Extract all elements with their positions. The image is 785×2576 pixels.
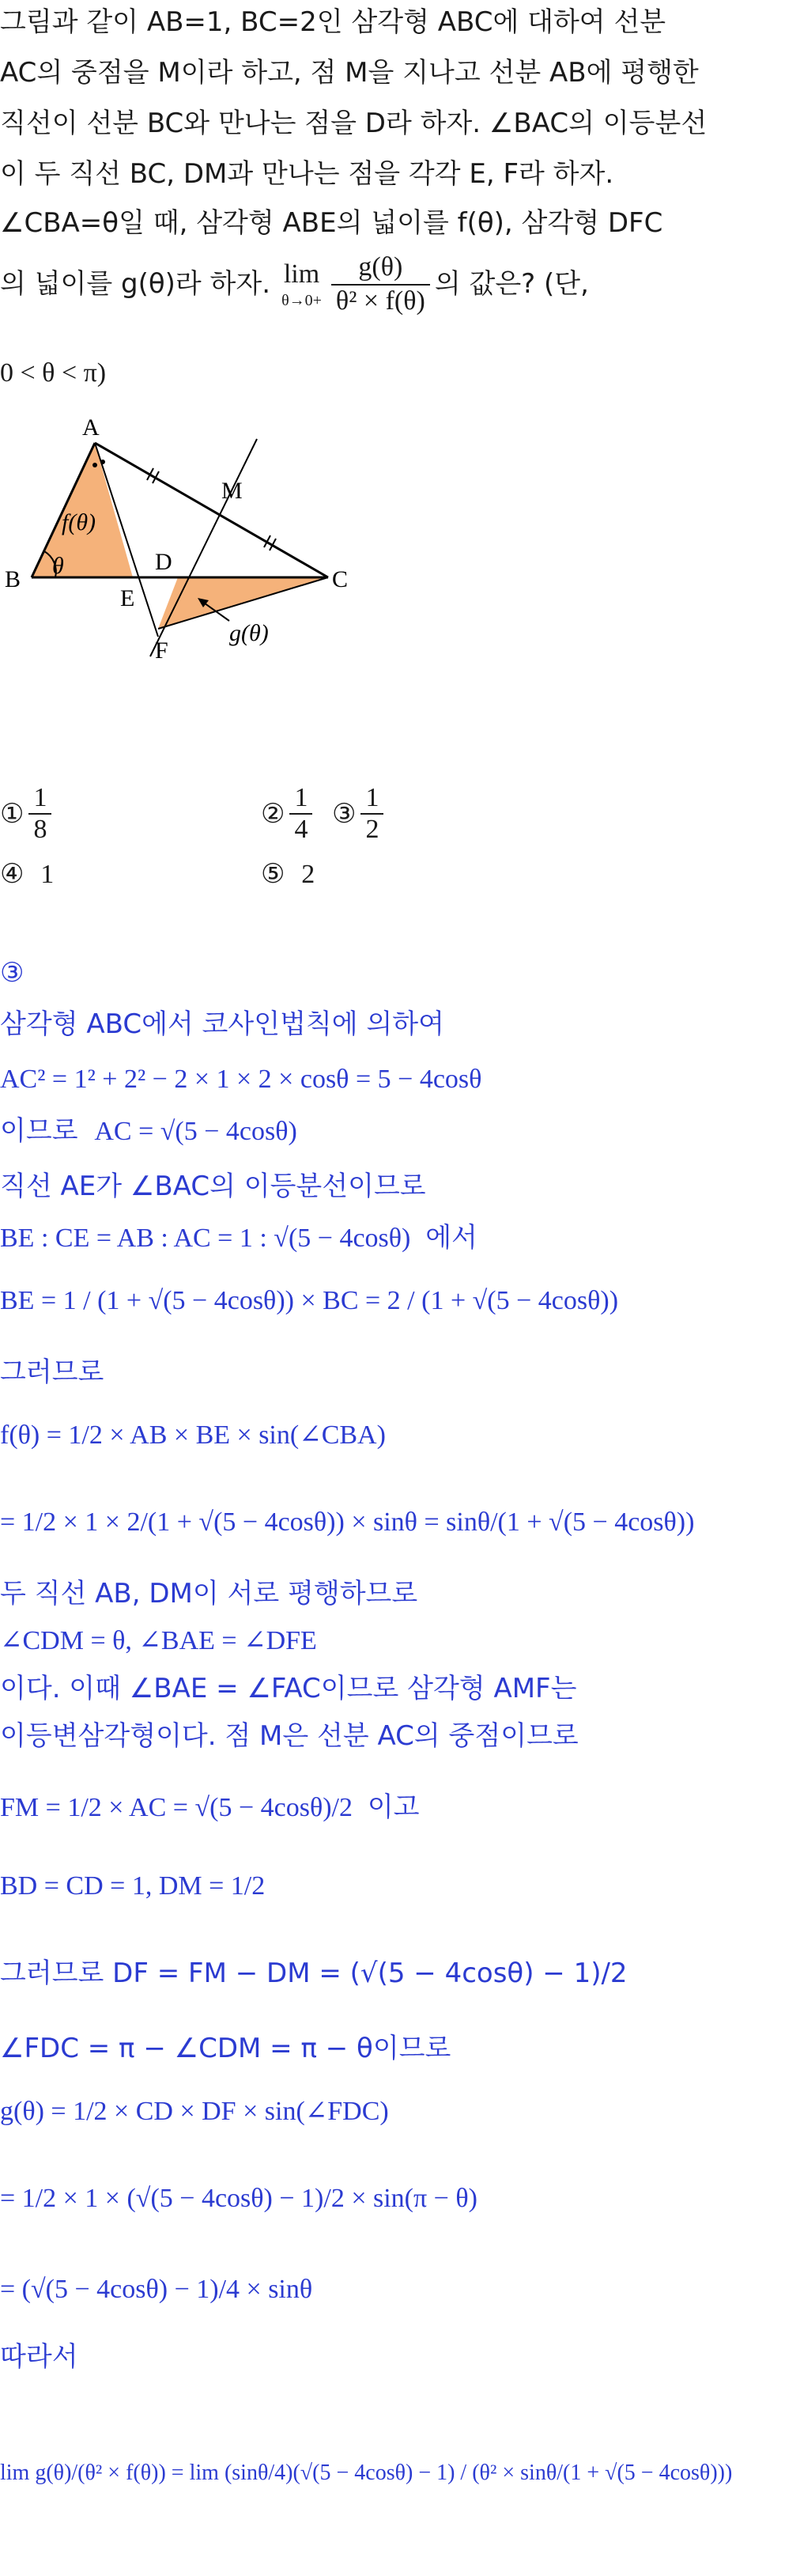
solution-line-14 — [0, 1791, 420, 1825]
solution-line-14-text: 이고 — [367, 1791, 420, 1823]
problem-line-5: ∠CBA=θ일 때, 삼각형 ABE의 넓이를 f(θ), 삼각형 DFC — [0, 207, 663, 239]
choice-5[interactable] — [261, 858, 315, 890]
label-a: A — [82, 414, 100, 441]
choice-4-mark: ④ — [0, 858, 25, 890]
label-theta: θ — [52, 553, 64, 579]
solution-line-3 — [0, 1115, 297, 1148]
solution-line-15: BD = CD = 1, DM = 1/2 — [0, 1871, 266, 1901]
solution-answer: ③ — [0, 957, 25, 989]
problem-line-6 — [0, 252, 589, 318]
choice-3-den: 2 — [360, 813, 383, 845]
problem-line-6-suffix: 의 값은? (단, — [434, 268, 589, 301]
label-c: C — [332, 566, 349, 592]
label-g-theta: g(θ) — [229, 620, 269, 646]
solution-line-5-text: 에서 — [425, 1222, 477, 1254]
label-m: M — [221, 478, 243, 504]
solution-line-21: 따라서 — [0, 2341, 78, 2373]
solution-line-12: 이다. 이때 ∠BAE = ∠FAC이므로 삼각형 AMF는 — [0, 1673, 577, 1704]
limit-operator — [281, 259, 322, 310]
limit-label: lim — [283, 259, 320, 289]
choice-1-den: 8 — [28, 813, 51, 845]
choice-2-den: 4 — [289, 813, 312, 845]
angle-mark-dot — [92, 463, 97, 467]
problem-line-4: 이 두 직선 BC, DM과 만나는 점을 각각 E, F라 하자. — [0, 158, 614, 190]
angle-mark-dot — [100, 460, 105, 464]
problem-condition: 0 < θ < π) — [0, 358, 107, 388]
solution-line-2: AC² = 1² + 2² − 2 × 1 × 2 × cosθ = 5 − 4cosθ — [0, 1065, 482, 1094]
label-e: E — [120, 585, 135, 611]
solution-line-14-math: FM = 1/2 × AC = √(5 − 4cosθ)/2 — [0, 1793, 353, 1822]
solution-line-4: 직선 AE가 ∠BAC의 이등분선이므로 — [0, 1171, 426, 1202]
label-f: F — [155, 637, 168, 664]
choice-4-value: 1 — [40, 860, 55, 889]
choice-1-mark: ① — [0, 798, 25, 830]
solution-line-6: BE = 1 / (1 + √(5 − 4cosθ)) × BC = 2 / (1 + √(5 − 4cosθ)) — [0, 1286, 619, 1315]
choice-3-num: 1 — [365, 783, 379, 812]
solution-line-8: f(θ) = 1/2 × AB × BE × sin(∠CBA) — [0, 1420, 386, 1450]
problem-line-6-prefix: 의 넓이를 g(θ)라 하자. — [0, 268, 271, 301]
solution-line-17: ∠FDC = π − ∠CDM = π − θ이므로 — [0, 2033, 451, 2064]
solution-line-13: 이등변삼각형이다. 점 M은 선분 AC의 중점이므로 — [0, 1720, 579, 1752]
solution-line-18: g(θ) = 1/2 × CD × DF × sin(∠FDC) — [0, 2097, 389, 2126]
choice-2[interactable] — [261, 783, 317, 845]
problem-line-3: 직선이 선분 BC와 만나는 점을 D라 하자. ∠BAC의 이등분선 — [0, 108, 708, 139]
solution-line-5 — [0, 1222, 477, 1255]
solution-line-3-math: AC = √(5 − 4cosθ) — [94, 1117, 297, 1146]
solution-line-3-text: 이므로 — [0, 1115, 78, 1147]
solution-line-11: ∠CDM = θ, ∠BAE = ∠DFE — [0, 1626, 317, 1655]
limit-numerator: g(θ) — [358, 252, 403, 282]
choice-2-fraction — [289, 783, 312, 845]
choice-1[interactable] — [0, 783, 56, 845]
solution-line-5-math: BE : CE = AB : AC = 1 : √(5 − 4cosθ) — [0, 1224, 411, 1253]
choice-5-value: 2 — [301, 860, 315, 889]
segment-ac — [95, 443, 328, 577]
solution-line-19: = 1/2 × 1 × (√(5 − 4cosθ) − 1)/2 × sin(π − θ) — [0, 2184, 477, 2213]
limit-subscript: θ→0+ — [281, 292, 322, 310]
solution-line-20: = (√(5 − 4cosθ) − 1)/4 × sinθ — [0, 2275, 313, 2304]
solution-line-22: lim g(θ)/(θ² × f(θ)) = lim (sinθ/4)(√(5 − 4cosθ) − 1) / (θ² × sinθ/(1 + √(5 − 4cosθ))) — [0, 2461, 733, 2485]
choice-1-fraction — [28, 783, 51, 845]
choice-3-fraction — [360, 783, 383, 845]
problem-line-2: AC의 중점을 M이라 하고, 점 M을 지나고 선분 AB에 평행한 — [0, 57, 699, 89]
solution-line-9: = 1/2 × 1 × 2/(1 + √(5 − 4cosθ)) × sinθ = sinθ/(1 + √(5 − 4cosθ)) — [0, 1507, 695, 1537]
solution-line-16: 그러므로 DF = FM − DM = (√(5 − 4cosθ) − 1)/2 — [0, 1958, 628, 1989]
problem-line-1: 그림과 같이 AB=1, BC=2인 삼각형 ABC에 대하여 선분 — [0, 6, 666, 38]
solution-line-1: 삼각형 ABC에서 코사인법칙에 의하여 — [0, 1008, 444, 1040]
choice-1-num: 1 — [33, 783, 47, 812]
choice-2-mark: ② — [261, 798, 285, 830]
choice-2-num: 1 — [294, 783, 308, 812]
solution-line-10: 두 직선 AB, DM이 서로 평행하므로 — [0, 1578, 418, 1610]
limit-denominator: θ² × f(θ) — [331, 284, 430, 318]
label-d: D — [155, 549, 172, 575]
label-b: B — [5, 566, 21, 592]
limit-fraction — [331, 252, 430, 318]
choice-3-mark: ③ — [332, 798, 357, 830]
choice-4[interactable] — [0, 858, 54, 890]
label-f-theta: f(θ) — [62, 509, 96, 535]
triangle-figure — [0, 411, 372, 672]
solution-line-7: 그러므로 — [0, 1356, 104, 1388]
choice-5-mark: ⑤ — [261, 858, 285, 890]
choice-3[interactable] — [332, 783, 388, 845]
